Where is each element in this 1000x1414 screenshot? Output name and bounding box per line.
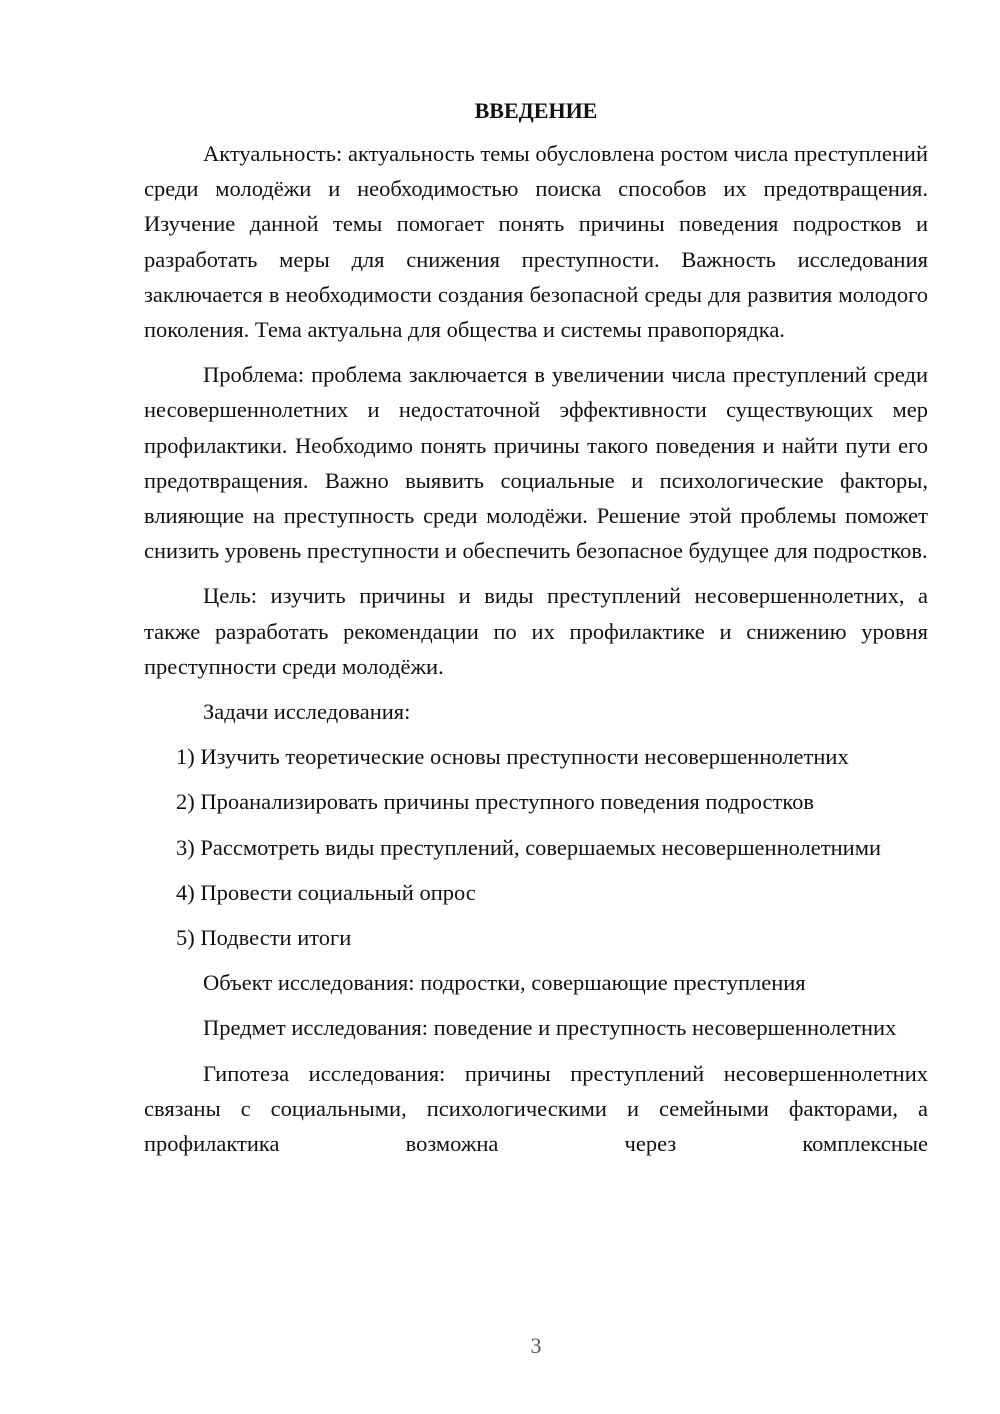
paragraph-object: Объект исследования: подростки, совершающие преступления xyxy=(203,970,806,996)
paragraph-subject: Предмет исследования: поведение и преступность несовершеннолетних xyxy=(203,1015,897,1041)
paragraph-goal: Цель: изучить причины и виды преступлений несовершеннолетних, а также разработать рекомендации по их профилактике и снижению уровня преступности среди молодёжи. xyxy=(144,583,928,679)
tasks-title: Задачи исследования: xyxy=(203,699,411,725)
section-heading: ВВЕДЕНИЕ xyxy=(474,98,598,123)
task-item: 5) Подвести итоги xyxy=(176,925,352,951)
task-item: 3) Рассмотреть виды преступлений, совершаемых несовершеннолетними xyxy=(176,834,881,860)
task-item: 1) Изучить теоретические основы преступности несовершеннолетних xyxy=(176,744,849,770)
paragraph-problem: Проблема: проблема заключается в увеличении числа преступлений среди несовершеннолетних и недостаточной эффективности существующих мер профилактики. Необходимо понять причины такого поведения и найти пути его предотвращения. Важно выявить социальные и психологические факторы, влияющие на преступность среди молодёжи. Решение этой проблемы поможет снизить уровень преступности и обеспечить безопасное будущее для подростков. xyxy=(144,362,928,564)
page-number: 3 xyxy=(530,1333,542,1358)
page-content xyxy=(144,92,928,1171)
paragraph-hypothesis: Гипотеза исследования: причины преступлений несовершеннолетних связаны с социальными, психологическими и семейными факторами, а профилактика возможна через комплексные xyxy=(144,1060,928,1157)
task-item: 2) Проанализировать причины преступного поведения подростков xyxy=(176,789,815,815)
paragraph-relevance: Актуальность: актуальность темы обусловлена ростом числа преступлений среди молодёжи и необходимостью поиска способов их предотвращения. Изучение данной темы помогает понять причины поведения подростков и разработать меры для снижения преступности. Важность исследования заключается в необходимости создания безопасной среды для развития молодого поколения. Тема актуальна для общества и системы правопорядка. xyxy=(144,141,928,343)
task-item: 4) Провести социальный опрос xyxy=(176,879,476,905)
